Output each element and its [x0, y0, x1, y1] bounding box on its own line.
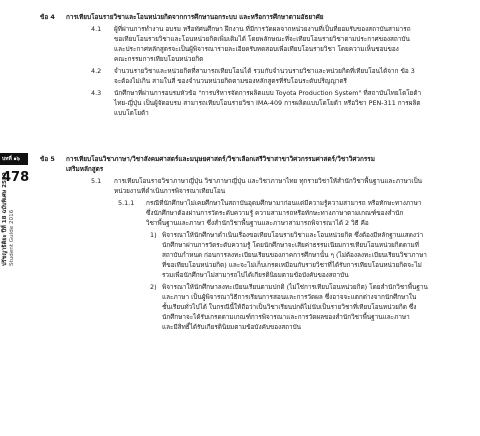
point-1-line: พิจารณาให้นักศึกษาดำเนินเรื่องขอเทียบโอนรายวิชาและโอนหน่วยกิต ซึ่งต้องมีหลักฐานแสดงว่า: [162, 231, 424, 239]
journal-title-en: Student Guide 2016: [9, 209, 15, 266]
section-5-heading: เสริมหลักสูตร: [66, 165, 104, 173]
item-4-1-number: 4.1: [91, 25, 102, 33]
journal-title-th: ปรัชญาธิติยะ ปีที่ 18 ฉบับพิเศษ 2559: [2, 172, 8, 266]
item-5-1-1-number: 5.1.1: [118, 199, 135, 207]
section-5-heading: การเทียบโอนวิชาภาษา/วิชาสังคมศาสตร์และมนุษยศาสตร์/วิชาเลือกเสรีวิชาสาขาวิศวกรรมศาสตร์/วิชาวิศวกรรม: [66, 155, 375, 163]
item-4-1-line: และประกาศหลักสูตรจะเป็นผู้พิจารณารายละเอียดรับทดสอบเพื่อเทียบโอนรายวิชา โดยความเห็นชอบของ: [114, 45, 399, 53]
item-5-1-number: 5.1: [91, 177, 102, 185]
point-1-line: นักศึกษาผ่านการวัดระดับความรู้ โดยนักศึกษาจะเสียค่าธรรมเนียมการเทียบโอนหน่วยกิตตามที่: [162, 241, 419, 249]
item-4-2-line: จะต้องไม่เกิน สามในสี่ ของจำนวนหน่วยกิตตามของหลักสูตรที่รับโอนระดับปริญญาตรี: [114, 77, 347, 85]
item-4-3-line: ไทย-ญี่ปุ่น เป็นผู้จัดอบรม สามารถเทียบโอนรายวิชา IMA-409 การผลิตแบบโตโยต้า หรือวิชา PEN-311 การผลิต: [114, 99, 421, 107]
point-1-line: ที่ขอเทียบโอนหน่วยกิต) และจะไม่เก็บเกรดเหมือนกับรายวิชาที่ได้รับการเทียบโอนหน่วยกิตจะไม่: [162, 261, 422, 269]
item-4-3-line: แบบโตโยต้า: [114, 109, 149, 117]
item-4-1-line: ขอเทียบโอนรายวิชาและโอนหน่วยกิตเพิ่มเติมได้ โดยพลักษณะที่จะเทียบโอนรายวิชาตามประกาศของสถาบัน: [114, 35, 410, 43]
item-4-2-line: จำนวนรายวิชาและหน่วยกิตที่สามารถเทียบโอนได้ รวมกับจำนวนรายวิชาและหน่วยกิตที่เทียบโอนได้จาก ข้อ 3: [114, 67, 415, 75]
item-4-2-number: 4.2: [91, 67, 102, 75]
point-1-line: สถาบันกำหนด ก่อนการลงทะเบียนเรียนของภาคการศึกษานั้น ๆ (ไม่ต้องลงทะเบียนเรียนวิชาภาษา: [162, 251, 427, 259]
point-1-number: 1): [150, 231, 157, 239]
item-5-1-1-line: ซึ่งนักศึกษาต้องผ่านการวัดระดับความรู้ ความสามารถหรือทักษะทางภาษาตามเกณฑ์ของสำนัก: [146, 209, 404, 217]
point-2-line: พิจารณาให้นักศึกษาลงทะเบียนเรียนตามปกติ (ไม่ใช่การเทียบโอนหน่วยกิต) โดยสำนักวิชาพื้นฐาน: [162, 283, 428, 291]
item-5-1-line: หน่วยงานที่ดำเนินการพิจารณาเทียบโอน: [114, 187, 226, 195]
section-4-heading: การเทียบโอนรายวิชาและโอนหน่วยกิตจากการศึกษานอกระบบ และหรือการศึกษาตามอัธยาศัย: [66, 13, 324, 21]
page-number: 478: [2, 170, 30, 185]
point-2-line: นักศึกษาจะได้รับเกรดตามเกณฑ์การพิจารณาและการวัดผลของสำนักวิชาพื้นฐานและภาษา: [162, 313, 410, 321]
item-5-1-line: การเทียบโอนรายวิชาภาษาญี่ปุ่น วิชาภาษาญี่ปุ่น และวิชาภาษาไทย ทุกรายวิชาให้สำนักวิชาพื้นฐานและภาษาเป็น: [114, 177, 422, 185]
point-2-line: และมีสิทธิ์ได้รับเกียรตินิยมตามข้อบังคับของสถาบัน: [162, 323, 302, 331]
chapter-tab: [0, 153, 28, 165]
point-1-line: รวมเพื่อนักศึกษาไม่สามารถไปได้เกียรตินิยมตามข้อบังคับของสถาบัน: [162, 271, 349, 279]
point-2-line: และภาษา เป็นผู้พิจารณาวิธีการเรียนการสอนและการวัดผล ซึ่งอาจจะแตกต่างจากนักศึกษาใน: [162, 293, 417, 301]
item-4-1-line: คณะกรรมการเทียบโอนหน่วยกิต: [114, 55, 204, 63]
chapter-tab-label: บทที่ ๑๖: [2, 156, 20, 162]
item-5-1-1-line: กรณีที่นักศึกษาไม่เคยศึกษาในสถาบันอุดมศึกษามาก่อนแต่มีความรู้ความสามารถ หรือทักษะทางภาษา: [146, 199, 422, 207]
section-4-number: ข้อ 4: [40, 13, 55, 21]
point-2-number: 2): [150, 283, 157, 291]
item-4-3-number: 4.3: [91, 89, 102, 97]
point-2-line: ชั้นเรียนทั่วไปได้ ในกรณีนี้ให้ถือว่าเป็นวิชาเรียนปกติไม่นับเป็นรายวิชาที่เทียบโอนหน่วยกิต ซึ่ง: [162, 303, 417, 311]
section-5-number: ข้อ 5: [40, 155, 55, 163]
item-5-1-1-line: วิชาพื้นฐานและภาษา ซึ่งสำนักวิชาพื้นฐานและภาษาสามารถพิจารณาได้ 2 วิธี คือ: [146, 219, 369, 227]
item-4-3-line: นักศึกษาที่ผ่านการอบรมหัวข้อ "การบริหารจัดการผลิตแบบ Toyota Production System" ที่สถาบันไทยโตโยต้า: [114, 89, 422, 97]
item-4-1-line: ผู้ที่ผ่านการทำงาน อบรม หรือทัศนศึกษา ฝึกงาน ที่มีการวัดผลจากหน่วยงานที่เป็นที่ยอมรับของสถาบันสามารถ: [114, 25, 411, 33]
